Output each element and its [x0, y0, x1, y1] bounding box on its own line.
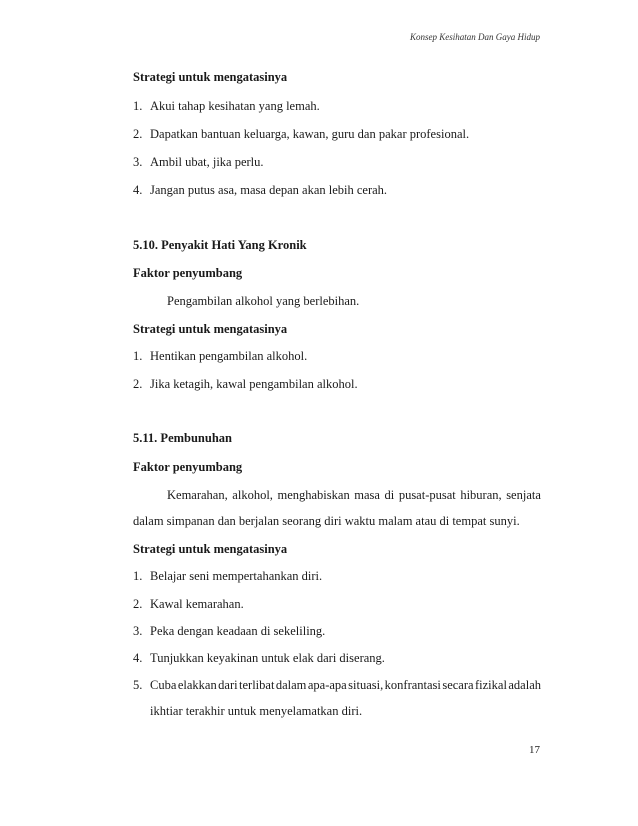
list-number: 1.	[133, 99, 143, 113]
word: adalah	[508, 678, 541, 692]
list-text: Jika ketagih, kawal pengambilan alkohol.	[150, 377, 358, 391]
word: dalam	[275, 678, 307, 692]
word: situasi,	[348, 678, 384, 692]
word: di	[384, 488, 395, 502]
list-item	[133, 597, 244, 612]
word: dari	[218, 678, 238, 692]
list-text: Kawal kemarahan.	[150, 597, 244, 611]
list-number: 4.	[133, 183, 143, 197]
list-number: 3.	[133, 155, 143, 169]
word: fizikal	[475, 678, 507, 692]
list-text: Hentikan pengambilan alkohol.	[150, 349, 308, 363]
list-text: Belajar seni mempertahankan diri.	[150, 569, 323, 583]
list-item	[133, 377, 358, 392]
list-item	[133, 99, 320, 114]
factor-heading: Faktor penyumbang	[133, 266, 243, 280]
word: hiburan,	[460, 488, 502, 502]
strategy-heading: Strategi untuk mengatasinya	[133, 322, 288, 336]
word: pusat-pusat	[398, 488, 456, 502]
word: konfrantasi	[384, 678, 441, 692]
word: Cuba	[150, 678, 177, 692]
list-text: Dapatkan bantuan keluarga, kawan, guru dan pakar profesional.	[150, 127, 470, 141]
page-number: 17	[529, 744, 540, 756]
list-text: Jangan putus asa, masa depan akan lebih cerah.	[150, 183, 388, 197]
strategy-heading: Strategi untuk mengatasinya	[133, 70, 288, 84]
list-number: 5.	[133, 678, 143, 692]
list-item	[133, 624, 325, 639]
list-number: 3.	[133, 624, 143, 638]
word: menghabiskan	[277, 488, 350, 502]
word: elakkan	[177, 678, 217, 692]
list-item	[133, 651, 385, 666]
list-text: Peka dengan keadaan di sekeliling.	[150, 624, 326, 638]
factor-text-line: dalam simpanan dan berjalan seorang diri waktu malam atau di tempat sunyi.	[133, 514, 520, 528]
list-text-line	[150, 678, 541, 693]
list-item	[133, 183, 387, 198]
list-number: 4.	[133, 651, 143, 665]
list-number: 2.	[133, 127, 143, 141]
factor-text-line	[167, 488, 541, 503]
factor-text: Pengambilan alkohol yang berlebihan.	[167, 294, 360, 308]
word: secara	[442, 678, 474, 692]
list-item	[133, 349, 307, 364]
factor-heading: Faktor penyumbang	[133, 460, 243, 474]
word: alkohol,	[232, 488, 273, 502]
list-item	[133, 127, 469, 142]
list-number: 2.	[133, 597, 143, 611]
running-header: Konsep Kesihatan Dan Gaya Hidup	[410, 32, 540, 42]
list-text: Ambil ubat, jika perlu.	[150, 155, 264, 169]
list-text: Akui tahap kesihatan yang lemah.	[150, 99, 320, 113]
word: terlibat	[239, 678, 275, 692]
section-title: 5.11. Pembunuhan	[133, 431, 232, 445]
list-number: 2.	[133, 377, 143, 391]
word: senjata	[506, 488, 541, 502]
list-item	[133, 155, 264, 170]
word: apa-apa	[307, 678, 347, 692]
list-text-line: ikhtiar terakhir untuk menyelamatkan diri.	[150, 704, 363, 718]
list-number: 1.	[133, 349, 143, 363]
strategy-heading: Strategi untuk mengatasinya	[133, 542, 288, 556]
word: masa	[354, 488, 380, 502]
list-number: 1.	[133, 569, 143, 583]
section-title: 5.10. Penyakit Hati Yang Kronik	[133, 238, 307, 252]
list-item	[133, 569, 322, 584]
list-text: Tunjukkan keyakinan untuk elak dari diserang.	[150, 651, 385, 665]
word: Kemarahan,	[167, 488, 228, 502]
